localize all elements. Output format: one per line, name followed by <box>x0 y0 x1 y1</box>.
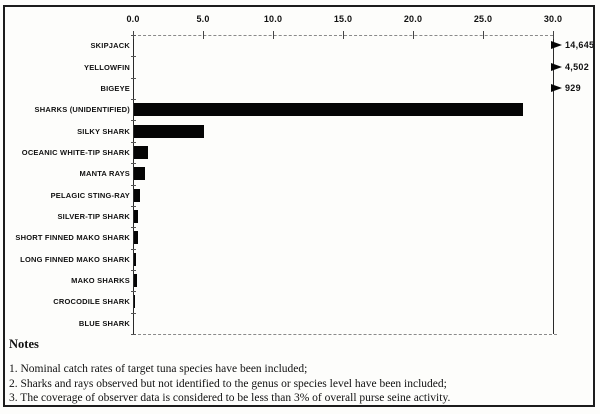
note-line-2: 2. Sharks and rays observed but not identified to the genus or species level have been included; <box>9 377 447 390</box>
y-axis-row-tick <box>131 99 136 100</box>
bar-long-finned-mako-shark <box>134 253 136 266</box>
y-axis-row-tick <box>131 185 136 186</box>
category-label-short-finned-mako-shark: SHORT FINNED MAKO SHARK <box>15 233 130 243</box>
category-label-long-finned-mako-shark: LONG FINNED MAKO SHARK <box>20 254 130 264</box>
y-axis-row-tick <box>131 120 136 121</box>
x-tick-label: 5.0 <box>196 14 210 24</box>
x-tick-label: 0.0 <box>126 14 140 24</box>
bar-silver-tip-shark <box>134 210 138 223</box>
x-tick-label: 25.0 <box>473 14 493 24</box>
x-tick-label: 10.0 <box>263 14 283 24</box>
y-axis-row-tick <box>131 78 136 79</box>
y-axis-row-tick <box>131 249 136 250</box>
y-axis-row-tick <box>131 270 136 271</box>
category-label-manta-rays: MANTA RAYS <box>79 169 130 179</box>
category-label-skipjack: SKIPJACK <box>90 41 130 51</box>
y-axis-row-tick <box>131 227 136 228</box>
y-axis-row-tick <box>131 56 136 57</box>
x-tick-mark <box>413 31 414 39</box>
category-label-yellowfin: YELLOWFIN <box>84 62 130 72</box>
x-tick-label: 20.0 <box>403 14 423 24</box>
offscale-value-bigeye: 929 <box>565 82 581 93</box>
bar-mako-sharks <box>134 274 137 287</box>
bar-sharks-unidentified <box>134 103 523 116</box>
y-axis-row-tick <box>131 163 136 164</box>
category-label-crocodile-shark: CROCODILE SHARK <box>53 297 130 307</box>
y-axis-row-tick <box>131 142 136 143</box>
notes-section <box>9 337 591 406</box>
x-tick-mark <box>273 31 274 39</box>
x-tick-mark <box>343 31 344 39</box>
x-tick-mark <box>553 31 554 39</box>
x-tick-mark <box>483 31 484 39</box>
x-tick-label: 15.0 <box>333 14 353 24</box>
x-axis-bottom <box>133 334 557 335</box>
x-tick-mark <box>203 31 204 39</box>
offscale-arrow-bigeye <box>551 84 562 92</box>
offscale-value-yellowfin: 4,502 <box>565 61 590 72</box>
bar-manta-rays <box>134 167 145 180</box>
note-line-1: 1. Nominal catch rates of target tuna species have been included; <box>9 363 308 375</box>
y-axis-row-tick <box>131 334 136 335</box>
y-axis-row-tick <box>131 291 136 292</box>
note-line-3: 3. The coverage of observer data is considered to be less than 3% of overall purse seine activity. <box>9 392 451 404</box>
category-label-oceanic-white-tip-shark: OCEANIC WHITE-TIP SHARK <box>21 147 130 157</box>
x-tick-label: 30.0 <box>543 14 563 24</box>
category-label-mako-sharks: MAKO SHARKS <box>71 276 130 286</box>
y-axis-row-tick <box>131 206 136 207</box>
bar-short-finned-mako-shark <box>134 231 138 244</box>
category-label-silky-shark: SILKY SHARK <box>77 126 130 136</box>
bar-pelagic-sting-ray <box>134 189 140 202</box>
y-axis-row-tick <box>131 313 136 314</box>
bar-silky-shark <box>134 125 204 138</box>
offscale-arrow-skipjack <box>551 41 562 49</box>
plot-right-edge <box>553 35 554 334</box>
category-label-pelagic-sting-ray: PELAGIC STING-RAY <box>50 190 130 200</box>
category-label-blue-shark: BLUE SHARK <box>78 318 130 328</box>
offscale-arrow-yellowfin <box>551 63 562 71</box>
category-label-silver-tip-shark: SILVER-TIP SHARK <box>57 212 130 222</box>
bar-oceanic-white-tip-shark <box>134 146 148 159</box>
offscale-value-skipjack: 14,645 <box>565 40 595 51</box>
notes-heading: Notes <box>9 337 39 351</box>
category-label-sharks-unidentified: SHARKS (UNIDENTIFIED) <box>34 105 130 115</box>
category-label-bigeye: BIGEYE <box>100 83 130 93</box>
bar-crocodile-shark <box>134 295 135 308</box>
y-axis-row-tick <box>131 35 136 36</box>
